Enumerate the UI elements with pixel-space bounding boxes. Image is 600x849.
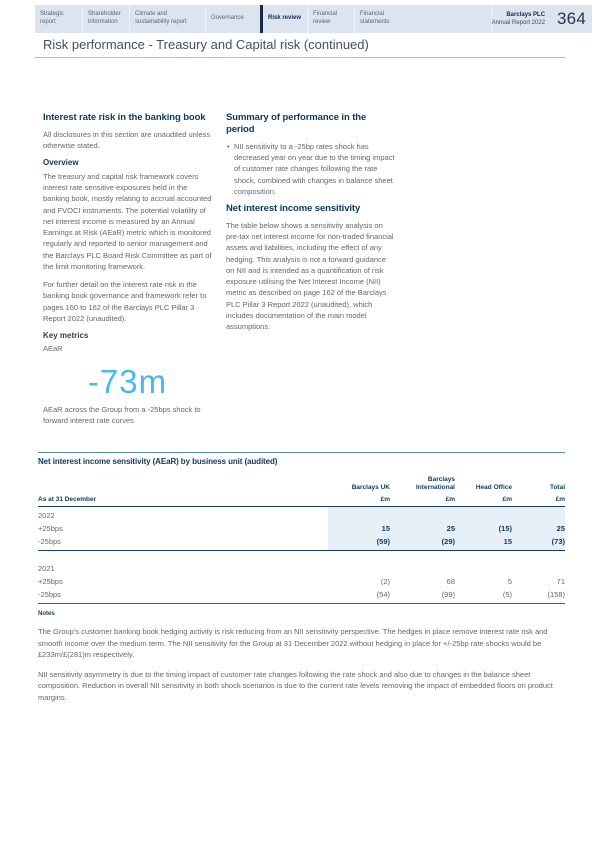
left-column: [43, 112, 212, 433]
notes-label: Notes: [38, 611, 55, 618]
summary-bullet-list: [226, 141, 395, 197]
column-header: Total: [549, 484, 565, 492]
key-metrics-heading: Key metrics: [43, 331, 89, 341]
table-spacer-row: [38, 550, 565, 560]
tab-label: Governance: [211, 15, 244, 22]
table-cell: (29): [390, 535, 455, 551]
year-label: 2022: [38, 510, 55, 520]
table-row-2021-minus25bps: [38, 588, 565, 604]
table-cell: (5): [455, 588, 512, 604]
unit-cell: £m: [455, 494, 512, 507]
tab-risk-review[interactable]: [263, 5, 307, 33]
year-row-2021: [38, 560, 565, 575]
nii-heading: Net interest income sensitivity: [226, 203, 361, 214]
table-title: Net interest income sensitivity (AEaR) by business unit (audited): [38, 457, 278, 466]
table-unit-row: [38, 494, 565, 507]
note-paragraph-1: The Group's customer banking book hedging activity is risk reducing from an NII sensitivity perspective. The hedges in place remove interest rate risk and smooth income over the medium term. The NII sensitivity for the Group at 31 December 2022 without hedging in place for +/-25bp rate shocks would be £233m/£(281)m respectively.: [38, 627, 548, 659]
table-cell: 15: [455, 535, 512, 551]
tab-governance[interactable]: [205, 5, 260, 33]
tab-label: Financial review: [313, 11, 338, 25]
column-header: Barclays International: [415, 476, 455, 492]
overview-paragraph-1: The treasury and capital risk framework covers interest rate sensitive exposures held in the banking book, mostly relating to accrual accounted and FVOCI instruments. The potential volatility of net interest income is measured by an Annual Earnings at Risk (AEaR) metric which is monitored regularly and reported to senior management and the Barclays PLC Board Risk Committee as part of the limit monitoring framework.: [43, 171, 212, 271]
table-cell: 25: [512, 522, 565, 535]
section-heading-irrbb: Interest rate risk in the banking book: [43, 112, 206, 123]
tab-label: Strategic report: [40, 11, 64, 25]
nii-paragraph: The table below shows a sensitivity analysis on pre-tax net interest income for non-traded financial assets and liabilities, including the effect of any hedging. This analysis is not a forward guidance on NII and is intended as a quantification of risk exposure utilising the Net Interest Income (NII) metric as described on page 162 of the Barclays PLC Pillar 3 Report 2022 (unaudited), which includes documentation of the main model assumptions.: [226, 220, 394, 332]
table-cell: (2): [380, 577, 390, 587]
empty-cell: [328, 560, 390, 575]
aear-metric-value: -73m: [87, 362, 168, 400]
column-header: Head Office: [475, 484, 512, 492]
row-header: As at 31 December: [38, 494, 328, 507]
overview-heading: Overview: [43, 158, 79, 168]
row-label: -25bps: [38, 588, 328, 604]
table-cell: 25: [390, 522, 455, 535]
column-header: Barclays UK: [351, 484, 390, 492]
empty-cell: [38, 550, 565, 560]
tab-climate-sustainability[interactable]: [129, 5, 205, 33]
table-row-2021-plus25bps: [38, 575, 565, 588]
summary-bullet-item: • NII sensitivity to a -25bp rates shock has decreased year on year due to the timing impact of customer rate changes following the rate shock, combined with changes in balance sheet composition.: [226, 141, 395, 197]
table-row-2022-minus25bps: [38, 535, 565, 551]
empty-cell: [390, 560, 455, 575]
row-label: -25bps: [38, 535, 328, 551]
row-label: +25bps: [38, 577, 63, 587]
empty-cell: [390, 506, 455, 522]
tab-label: Financial statements: [360, 11, 390, 25]
empty-cell: [512, 506, 565, 522]
empty-cell: [512, 560, 565, 575]
aear-metric-caption: AEaR across the Group from a -25bps shock to forward interest rate curves: [43, 404, 201, 425]
report-brand: [491, 5, 551, 33]
tab-strategic-report[interactable]: [35, 5, 82, 33]
top-navigation: [35, 5, 592, 33]
nii-sensitivity-table: [38, 474, 565, 604]
table-column-header-row: [38, 474, 565, 494]
table-cell: (15): [455, 522, 512, 535]
nii-sensitivity-table-section: [38, 452, 565, 703]
table-cell: (59): [328, 535, 390, 551]
tab-shareholder-information[interactable]: [82, 5, 129, 33]
table-cell: (99): [390, 588, 455, 604]
year-row-2022: [38, 506, 565, 522]
empty-cell: [328, 506, 390, 522]
tab-label: Shareholder information: [88, 11, 121, 25]
key-metric-name: AEaR: [43, 344, 63, 354]
unit-cell: £m: [390, 494, 455, 507]
page-number: 364: [557, 9, 586, 28]
table-cell: (158): [512, 588, 565, 604]
brand-subtitle: Annual Report 2022: [491, 20, 546, 26]
table-cell: 5: [507, 577, 512, 587]
table-cell: 15: [328, 522, 390, 535]
empty-cell: [455, 560, 512, 575]
unit-cell: £m: [512, 494, 565, 507]
table-cell: 68: [446, 577, 455, 587]
page-title: Risk performance - Treasury and Capital risk (continued): [43, 37, 369, 52]
brand-title: Barclays PLC: [506, 11, 546, 18]
right-column: [226, 112, 395, 433]
summary-heading: Summary of performance in the period: [226, 112, 367, 135]
disclosure-note: All disclosures in this section are unaudited unless otherwise stated.: [43, 129, 211, 151]
row-label: +25bps: [38, 523, 63, 533]
table-row-2022-plus25bps: [38, 522, 565, 535]
table-cell: (54): [328, 588, 390, 604]
tab-financial-review[interactable]: [307, 5, 354, 33]
table-cell: 71: [556, 577, 565, 587]
table-cell: (73): [512, 535, 565, 551]
overview-paragraph-2: For further detail on the interest rate risk in the banking book governance and framework refer to pages 160 to 162 of the Barclays PLC Pillar 3 Report 2022 (unaudited).: [43, 280, 207, 323]
body-columns: [43, 112, 395, 433]
unit-cell: £m: [328, 494, 390, 507]
tab-label: Risk review: [268, 15, 302, 22]
empty-cell: [455, 506, 512, 522]
title-divider: [35, 57, 565, 58]
tab-label: Climate and sustainability report: [135, 11, 187, 25]
year-label: 2021: [38, 564, 55, 574]
tab-financial-statements[interactable]: [354, 5, 407, 33]
empty-cell: [38, 474, 328, 494]
note-paragraph-2: NII sensitivity asymmetry is due to the timing impact of customer rate changes following the rate shock and also due to changes in the balance sheet composition. Reduction in overall NII sensitivity in both shock scenarios is due to the current rate levels removing the impact of embedded floors on product margins.: [38, 670, 553, 702]
